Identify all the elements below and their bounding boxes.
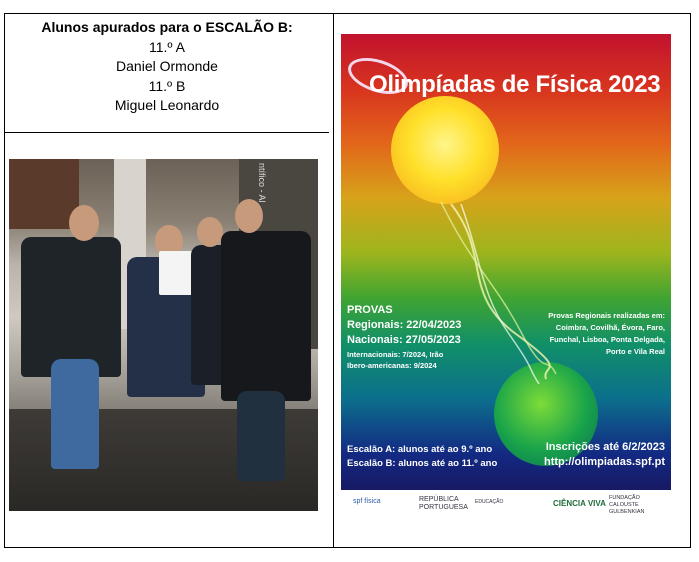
republica-logo: REPÚBLICA PORTUGUESA: [419, 496, 468, 511]
person-2-paper: [159, 251, 195, 295]
photo-sign-text: ntífico - Al: [257, 163, 267, 203]
regional-locations-2: Funchal, Lisboa, Ponta Delgada,: [549, 335, 665, 344]
class-a-label: 11.º A: [149, 38, 185, 55]
qualified-students-cell: [5, 14, 329, 132]
student-name-b: Miguel Leonardo: [114, 97, 220, 113]
column-divider: [333, 14, 334, 547]
person-4: [221, 231, 311, 401]
poster-title: Olimpíadas de Física 2023: [369, 71, 661, 98]
light-streams: [341, 34, 671, 490]
educacao-logo: EDUCAÇÃO: [475, 499, 504, 505]
row-divider: [5, 132, 329, 133]
class-b-label: 11.º B: [148, 77, 186, 94]
student-name-a: Daniel Ormonde: [116, 58, 218, 74]
qualified-title: Alunos apurados para o ESCALÃO B:: [41, 19, 293, 35]
regional-locations-heading: Provas Regionais realizadas em:: [548, 311, 665, 320]
person-1-head: [69, 205, 99, 241]
person-4-head: [235, 199, 263, 233]
escalao-b: Escalão B: alunos até ao 11.º ano: [347, 458, 498, 469]
olympiad-url[interactable]: http://olimpiadas.spf.pt: [544, 456, 665, 468]
olympiad-poster: [341, 34, 671, 490]
internacionais-date: Internacionais: 7/2024, Irão: [347, 350, 444, 359]
regionais-date: Regionais: 22/04/2023: [347, 319, 462, 331]
inscricoes-deadline: Inscrições até 6/2/2023: [545, 441, 665, 453]
sponsor-logos-strip: [341, 490, 671, 516]
person-1: [21, 237, 121, 377]
escalao-a: Escalão A: alunos até ao 9.º ano: [347, 444, 493, 455]
ciencia-viva-logo: CIÊNCIA VIVA: [553, 499, 606, 508]
nacionais-date: Nacionais: 27/05/2023: [347, 334, 461, 346]
provas-heading: PROVAS: [347, 304, 393, 316]
person-3-head: [197, 217, 223, 247]
person-1-jeans: [51, 359, 99, 469]
ibero-date: Ibero-americanas: 9/2024: [347, 361, 437, 370]
group-photo: [9, 159, 318, 511]
regional-locations-1: Coimbra, Covilhã, Évora, Faro,: [555, 323, 665, 332]
gulbenkian-logo: FUNDAÇÃO CALOUSTE GULBENKIAN: [609, 495, 645, 515]
spf-logo: spf física: [353, 498, 381, 505]
person-4-jeans: [237, 391, 285, 481]
regional-locations-3: Porto e Vila Real: [605, 347, 665, 356]
